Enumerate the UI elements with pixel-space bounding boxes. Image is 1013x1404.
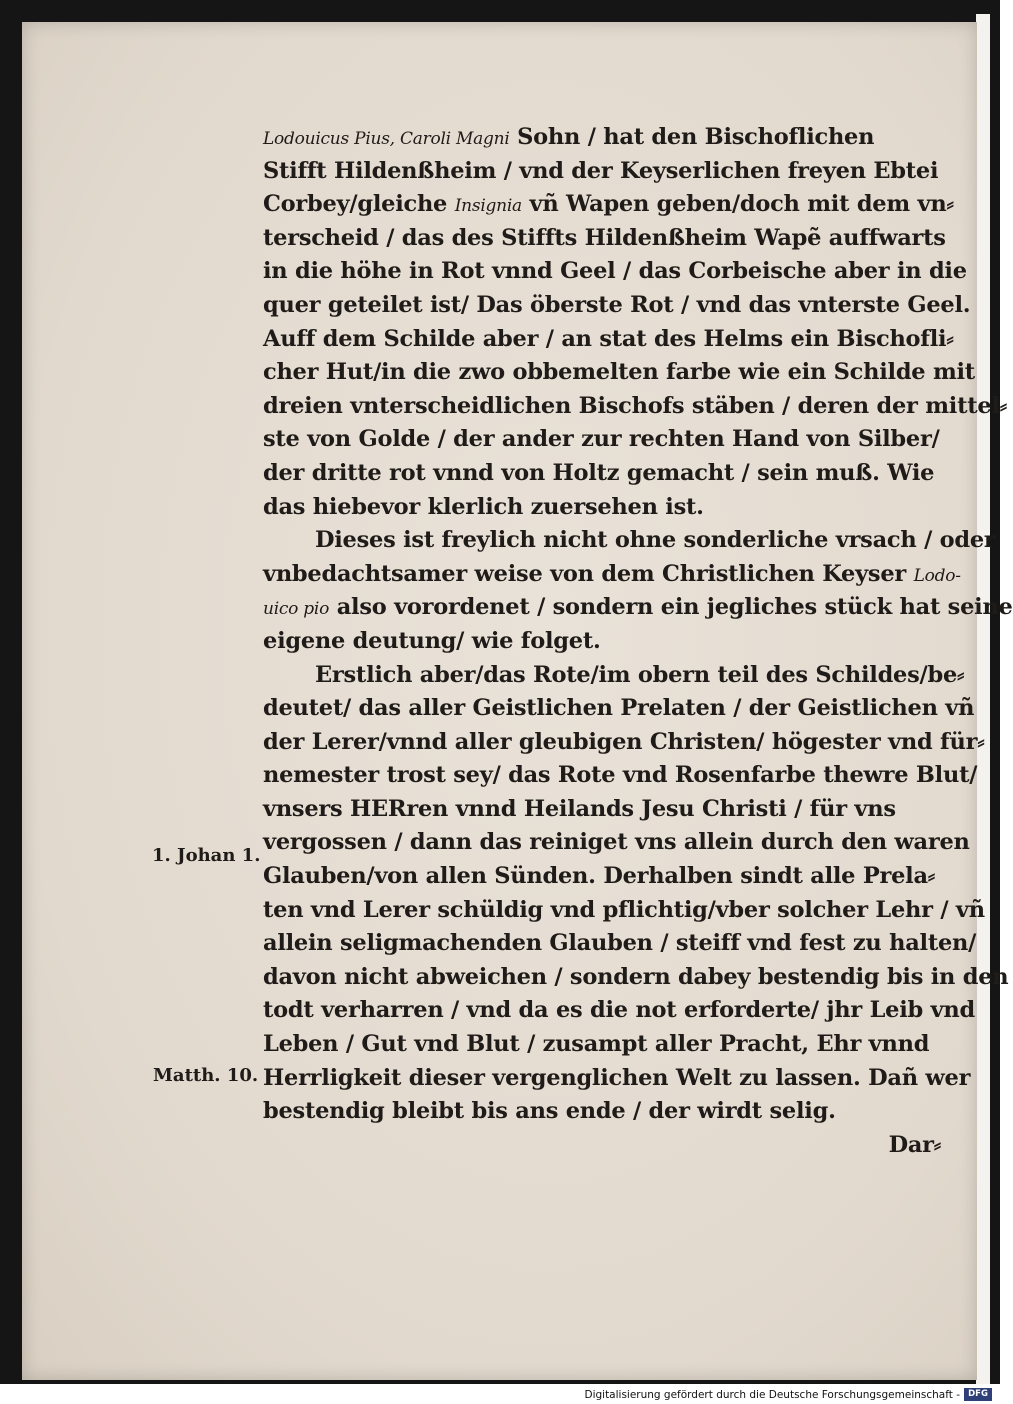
line-text: bestendig bleibt bis ans ende / der wirdt selig.: [263, 1098, 836, 1125]
latin-phrase: Lodo-: [913, 565, 961, 586]
line-text: cher Hut/in die zwo obbemelten farbe wie ein Schilde mit: [263, 359, 975, 386]
text-line: [263, 894, 985, 928]
text-line: [263, 423, 941, 457]
text-line: [263, 323, 954, 357]
line-text: das hiebevor klerlich zuersehen ist.: [263, 493, 704, 520]
line-text: vergossen / dann das reiniget vns allein durch den waren: [263, 829, 970, 856]
line-text: ste von Golde / der ander zur rechten Hand von Silber/: [263, 426, 940, 453]
text-line: [263, 155, 941, 189]
line-text: Erstlich aber/das Rote/im obern teil des Schildes/be⸗: [315, 661, 965, 688]
line-text: Sohn / hat den Bischoflichen: [509, 124, 875, 150]
text-line: [263, 289, 971, 323]
text-line: [263, 1095, 941, 1129]
line-text: dreien vnterscheidlichen Bischofs stäben / deren der mittel⸗: [263, 392, 1007, 419]
line-text: vñ Wapen geben/doch mit dem vn⸗: [521, 191, 954, 218]
line-text: vnsers HERren vnnd Heilands Jesu Christi / für vns: [263, 795, 896, 822]
text-line: [263, 927, 977, 961]
line-text: allein seligmachenden Glauben / steiff vnd fest zu halten/: [263, 930, 977, 957]
text-line: [263, 591, 1013, 625]
text-line: [263, 558, 961, 592]
text-line: [263, 826, 970, 860]
text-line: [263, 491, 941, 525]
line-text: Dieses ist freylich nicht ohne sonderliche vrsach / oder: [315, 527, 996, 554]
text-line: [263, 1129, 941, 1163]
margin-note-johan: 1. Johan 1.: [152, 845, 261, 866]
main-text-block: [263, 121, 1013, 1162]
line-text: terscheid / das des Stiffts Hildenßheim Wapẽ auffwarts: [263, 224, 946, 251]
line-text: eigene deutung/ wie folget.: [263, 627, 601, 654]
latin-phrase: Insignia: [454, 196, 522, 217]
text-line: [263, 759, 978, 793]
line-text: also vorordenet / sondern ein jegliches stück hat seine: [329, 594, 1013, 621]
text-line: [263, 356, 975, 390]
line-text: nemester trost sey/ das Rote vnd Rosenfarbe thewre Blut/: [263, 762, 978, 789]
text-line: [263, 121, 941, 155]
line-text: davon nicht abweichen / sondern dabey bestendig bis in den: [263, 963, 1009, 990]
text-line: [263, 222, 946, 256]
line-text: Auff dem Schilde aber / an stat des Helms ein Bischofli⸗: [263, 325, 954, 352]
text-line: [263, 659, 965, 693]
text-line: [263, 726, 985, 760]
line-text: Corbey/gleiche: [263, 191, 455, 218]
line-text: Leben / Gut vnd Blut / zusampt aller Pracht, Ehr vnnd: [263, 1031, 930, 1058]
text-line: [263, 255, 967, 289]
text-line: [263, 1028, 941, 1062]
line-text: Glauben/von allen Sünden. Derhalben sindt alle Prela⸗: [263, 863, 936, 890]
line-text: Stifft Hildenßheim / vnd der Keyserlichen freyen Ebtei: [263, 157, 939, 184]
footer-bar: [0, 1384, 1000, 1404]
line-text: der Lerer/vnnd aller gleubigen Christen/ högester vnd für⸗: [263, 728, 985, 755]
line-text: todt verharren / vnd da es die not erforderte/ jhr Leib vnd: [263, 997, 976, 1024]
line-text: vnbedachtsamer weise von dem Christlichen Keyser: [263, 560, 914, 587]
text-line: [263, 457, 941, 491]
line-text: Dar⸗: [888, 1131, 941, 1158]
text-line: [263, 692, 975, 726]
line-text: deutet/ das aller Geistlichen Prelaten / der Geistlichen vñ: [263, 695, 975, 722]
text-line: [263, 793, 941, 827]
dfg-logo[interactable]: DFG: [964, 1388, 992, 1401]
footer-credit: Digitalisierung gefördert durch die Deutsche Forschungsgemeinschaft -: [584, 1389, 960, 1401]
line-text: in die höhe in Rot vnnd Geel / das Corbeische aber in die: [263, 258, 967, 285]
line-text: Herrligkeit dieser vergenglichen Welt zu lassen. Dañ wer: [263, 1064, 971, 1091]
latin-phrase: Lodouicus Pius, Caroli Magni: [263, 129, 510, 149]
line-text: quer geteilet ist/ Das öberste Rot / vnd das vnterste Geel.: [263, 291, 971, 318]
text-line: [263, 188, 954, 222]
text-line: [263, 860, 941, 894]
margin-note-matth: Matth. 10.: [153, 1065, 259, 1086]
latin-phrase: uico pio: [263, 599, 330, 620]
line-text: der dritte rot vnnd von Holtz gemacht / sein muß. Wie: [263, 459, 935, 486]
line-text: ten vnd Lerer schüldig vnd pflichtig/vber solcher Lehr / vñ: [263, 896, 985, 923]
text-line: [263, 625, 941, 659]
text-line: [263, 994, 976, 1028]
scan-edge: [976, 14, 990, 1384]
text-line: [263, 1062, 971, 1096]
text-line: [263, 961, 1009, 995]
text-line: [263, 390, 1007, 424]
text-line: [263, 524, 996, 558]
